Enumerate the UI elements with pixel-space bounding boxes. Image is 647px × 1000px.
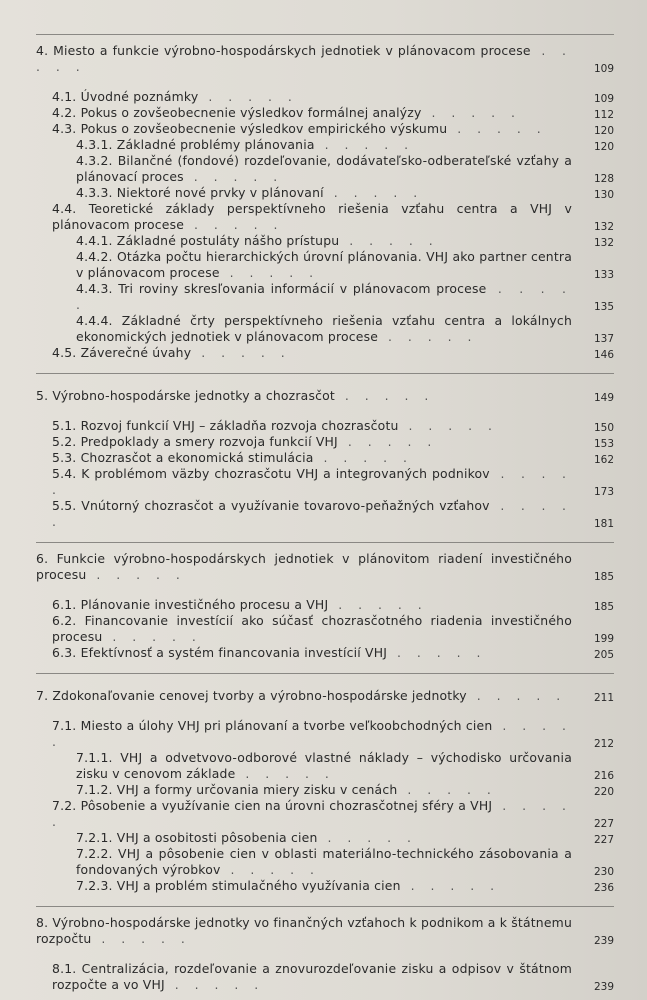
toc-entry-page: 205 bbox=[593, 649, 614, 661]
dot-leader: . . . . . bbox=[220, 862, 320, 877]
dot-leader: . . . . . bbox=[164, 977, 265, 992]
toc-entry-title: 7.1.2. VHJ a formy určovania miery zisku v cenách . . . . . bbox=[76, 782, 497, 797]
toc-entry-page: 109 bbox=[593, 63, 614, 75]
toc-entry[interactable] bbox=[36, 830, 614, 846]
dot-leader: . . . . . bbox=[328, 597, 428, 612]
toc-entry-title: 5. Výrobno-hospodárske jednotky a chozrasčot . . . . . bbox=[36, 388, 435, 403]
toc-entry-title: 7.2.2. VHJ a pôsobenie cien v oblasti materiálno-technického zásobovania a fondovaných výrobkov . . . . . bbox=[76, 846, 572, 877]
toc-entry-page: 211 bbox=[593, 692, 614, 704]
toc-entry-chapter-8[interactable] bbox=[36, 915, 614, 947]
toc-entry-page: 135 bbox=[593, 301, 614, 313]
toc-entry[interactable] bbox=[36, 597, 614, 613]
toc-entry[interactable] bbox=[36, 313, 614, 345]
dot-leader: . . . . . bbox=[337, 434, 438, 449]
toc-entry-page: 199 bbox=[593, 633, 614, 645]
dot-leader: . . . . . bbox=[314, 137, 415, 152]
dot-leader: . . . . . bbox=[52, 718, 572, 749]
toc-entry-title: 7.2.1. VHJ a osobitosti pôsobenia cien . . . . . bbox=[76, 830, 417, 845]
toc-entry-title: 7. Zdokonaľovanie cenovej tvorby a výrobno-hospodárske jednotky . . . . . bbox=[36, 688, 567, 703]
toc-entry-chapter-7[interactable] bbox=[36, 688, 614, 704]
dot-leader: . . . . . bbox=[339, 233, 439, 248]
toc-entry[interactable] bbox=[36, 961, 614, 993]
dot-leader: . . . . . bbox=[198, 89, 298, 104]
toc-entry[interactable] bbox=[36, 233, 614, 249]
dot-leader: . . . . . bbox=[102, 629, 202, 644]
toc-entry[interactable] bbox=[36, 153, 614, 185]
toc-entry-page: 230 bbox=[593, 866, 614, 878]
toc-entry-title: 7.1. Miesto a úlohy VHJ pri plánovaní a tvorbe veľkoobchodných cien . . . . . bbox=[52, 718, 572, 749]
dot-leader: . . . . . bbox=[235, 766, 335, 781]
toc-entry-page: 120 bbox=[593, 125, 614, 137]
toc-entry-page: 112 bbox=[593, 109, 614, 121]
toc-entry[interactable] bbox=[36, 201, 614, 233]
toc-entry-page: 181 bbox=[593, 518, 614, 530]
toc-entry-title: 4.4.2. Otázka počtu hierarchických úrovní plánovania. VHJ ako partner centra v plánovacom procese . . . . . bbox=[76, 249, 572, 280]
toc-entry-page: 162 bbox=[593, 454, 614, 466]
dot-leader: . . . . . bbox=[183, 169, 284, 184]
toc-entry-page: 220 bbox=[593, 786, 614, 798]
toc-entry[interactable] bbox=[36, 185, 614, 201]
toc-entry-page: 239 bbox=[593, 935, 614, 947]
toc-entry-title: 4.1. Úvodné poznámky . . . . . bbox=[52, 89, 298, 104]
toc-entry[interactable] bbox=[36, 645, 614, 661]
toc-entry[interactable] bbox=[36, 249, 614, 281]
dot-leader: . . . . . bbox=[397, 782, 497, 797]
toc-entry-title: 7.2.3. VHJ a problém stimulačného využívania cien . . . . . bbox=[76, 878, 501, 893]
dot-leader: . . . . . bbox=[378, 329, 478, 344]
toc-entry-page: 185 bbox=[593, 571, 614, 583]
toc-entry-page: 132 bbox=[593, 237, 614, 249]
toc-entry-title: 5.5. Vnútorný chozrasčot a využívanie tovarovo-peňažných vzťahov . . . . . bbox=[52, 498, 572, 529]
toc-entry[interactable] bbox=[36, 450, 614, 466]
toc-entry-title: 6. Funkcie výrobno-hospodárskych jednotiek v plánovitom riadení investičného procesu . . . . . bbox=[36, 551, 572, 582]
toc-entry-title: 4.4.1. Základné postuláty nášho prístupu . . . . . bbox=[76, 233, 439, 248]
dot-leader: . . . . . bbox=[323, 185, 424, 200]
toc-entry[interactable] bbox=[36, 345, 614, 361]
toc-entry-page: 236 bbox=[593, 882, 614, 894]
dot-leader: . . . . . bbox=[466, 688, 567, 703]
toc-entry-title: 7.2. Pôsobenie a využívanie cien na úrovni chozrasčotnej sféry a VHJ . . . . . bbox=[52, 798, 572, 829]
dot-leader: . . . . . bbox=[52, 798, 572, 829]
toc-entry[interactable] bbox=[36, 105, 614, 121]
toc-entry-page: 149 bbox=[593, 392, 614, 404]
dot-leader: . . . . . bbox=[91, 931, 191, 946]
toc-entry-title: 6.3. Efektívnosť a systém financovania investícií VHJ . . . . . bbox=[52, 645, 487, 660]
toc-entry-title: 4.4.3. Tri roviny skresľovania informácií v plánovacom procese . . . . . bbox=[76, 281, 572, 312]
dot-leader: . . . . . bbox=[447, 121, 547, 136]
dot-leader: . . . . . bbox=[421, 105, 521, 120]
toc-entry-page: 227 bbox=[593, 818, 614, 830]
dot-leader: . . . . . bbox=[398, 418, 498, 433]
toc-entry-title: 7.1.1. VHJ a odvetvovo-odborové vlastné náklady – východisko určovania zisku v cenovom základe . . . . . bbox=[76, 750, 572, 781]
toc-entry-page: 130 bbox=[593, 189, 614, 201]
toc-entry-title: 8.1. Centralizácia, rozdeľovanie a znovurozdeľovanie zisku a odpisov v štátnom rozpočte a vo VHJ . . . . . bbox=[52, 961, 572, 992]
toc-entry-page: 173 bbox=[593, 486, 614, 498]
dot-leader: . . . . . bbox=[334, 388, 435, 403]
toc-entry[interactable] bbox=[36, 798, 614, 830]
toc-entry-page: 239 bbox=[593, 981, 614, 993]
toc-entry[interactable] bbox=[36, 613, 614, 645]
dot-leader: . . . . . bbox=[76, 281, 572, 312]
toc-entry[interactable] bbox=[36, 498, 614, 530]
dot-leader: . . . . . bbox=[52, 498, 572, 529]
dot-leader: . . . . . bbox=[387, 645, 487, 660]
toc-entry-title: 5.4. K problémom väzby chozrasčotu VHJ a integrovaných podnikov . . . . . bbox=[52, 466, 572, 497]
dot-leader: . . . . . bbox=[219, 265, 320, 280]
dot-leader: . . . . . bbox=[313, 450, 413, 465]
toc-entry[interactable] bbox=[36, 121, 614, 137]
dot-leader: . . . . . bbox=[52, 466, 572, 497]
toc-entry-page: 128 bbox=[593, 173, 614, 185]
toc-entry-page: 150 bbox=[593, 422, 614, 434]
toc-entry[interactable] bbox=[36, 846, 614, 878]
table-of-contents bbox=[36, 34, 614, 993]
dot-leader: . . . . . bbox=[317, 830, 417, 845]
toc-entry-title: 6.2. Financovanie investícií ako súčasť chozrasčotného riadenia investičného procesu . . . . . bbox=[52, 613, 572, 644]
toc-entry-page: 216 bbox=[593, 770, 614, 782]
toc-entry-title: 4.3. Pokus o zovšeobecnenie výsledkov empirického výskumu . . . . . bbox=[52, 121, 547, 136]
toc-entry[interactable] bbox=[36, 466, 614, 498]
toc-entry-title: 5.2. Predpoklady a smery rozvoja funkcií VHJ . . . . . bbox=[52, 434, 438, 449]
toc-entry-page: 185 bbox=[593, 601, 614, 613]
toc-entry-title: 4.5. Záverečné úvahy . . . . . bbox=[52, 345, 291, 360]
toc-entry-chapter-6[interactable] bbox=[36, 551, 614, 583]
toc-entry-chapter-4[interactable] bbox=[36, 43, 614, 75]
toc-entry-title: 4.4. Teoretické základy perspektívneho riešenia vzťahu centra a VHJ v plánovacom procese . . . . . bbox=[52, 201, 572, 232]
toc-entry-title: 6.1. Plánovanie investičného procesu a VHJ . . . . . bbox=[52, 597, 428, 612]
toc-entry-title: 4.4.4. Základné črty perspektívneho riešenia vzťahu centra a lokálnych ekonomických jednotiek v plánovacom procese . . . . . bbox=[76, 313, 572, 344]
toc-entry-title: 4.2. Pokus o zovšeobecnenie výsledkov formálnej analýzy . . . . . bbox=[52, 105, 521, 120]
toc-entry-page: 133 bbox=[593, 269, 614, 281]
dot-leader: . . . . . bbox=[191, 345, 291, 360]
toc-entry-page: 212 bbox=[593, 738, 614, 750]
toc-entry-title: 4. Miesto a funkcie výrobno-hospodárskych jednotiek v plánovacom procese . . . . . bbox=[36, 43, 572, 74]
toc-entry-page: 120 bbox=[593, 141, 614, 153]
toc-entry[interactable] bbox=[36, 782, 614, 798]
toc-entry-page: 137 bbox=[593, 333, 614, 345]
toc-entry[interactable] bbox=[36, 878, 614, 894]
toc-entry-page: 109 bbox=[593, 93, 614, 105]
toc-entry-title: 4.3.1. Základné problémy plánovania . . . . . bbox=[76, 137, 415, 152]
toc-entry[interactable] bbox=[36, 750, 614, 782]
dot-leader: . . . . . bbox=[86, 567, 186, 582]
toc-entry-page: 227 bbox=[593, 834, 614, 846]
toc-entry-title: 4.3.3. Niektoré nové prvky v plánovaní . . . . . bbox=[76, 185, 424, 200]
toc-entry[interactable] bbox=[36, 281, 614, 313]
toc-entry-title: 4.3.2. Bilančné (fondové) rozdeľovanie, dodávateľsko-odberateľské vzťahy a plánovací proces . . . . . bbox=[76, 153, 572, 184]
toc-entry-page: 146 bbox=[593, 349, 614, 361]
toc-entry-title: 8. Výrobno-hospodárske jednotky vo finančných vzťahoch k podnikom a k štátnemu rozpočtu . . . . . bbox=[36, 915, 572, 946]
toc-entry[interactable] bbox=[36, 89, 614, 105]
toc-entry-title: 5.1. Rozvoj funkcií VHJ – základňa rozvoja chozrasčotu . . . . . bbox=[52, 418, 498, 433]
dot-leader: . . . . . bbox=[400, 878, 501, 893]
toc-entry-chapter-5[interactable] bbox=[36, 388, 614, 404]
toc-entry[interactable] bbox=[36, 137, 614, 153]
toc-entry-page: 153 bbox=[593, 438, 614, 450]
dot-leader: . . . . . bbox=[36, 43, 572, 74]
toc-entry[interactable] bbox=[36, 418, 614, 434]
dot-leader: . . . . . bbox=[184, 217, 284, 232]
toc-entry-page: 132 bbox=[593, 221, 614, 233]
toc-entry[interactable] bbox=[36, 434, 614, 450]
toc-entry[interactable] bbox=[36, 718, 614, 750]
toc-entry-title: 5.3. Chozrasčot a ekonomická stimulácia . . . . . bbox=[52, 450, 413, 465]
